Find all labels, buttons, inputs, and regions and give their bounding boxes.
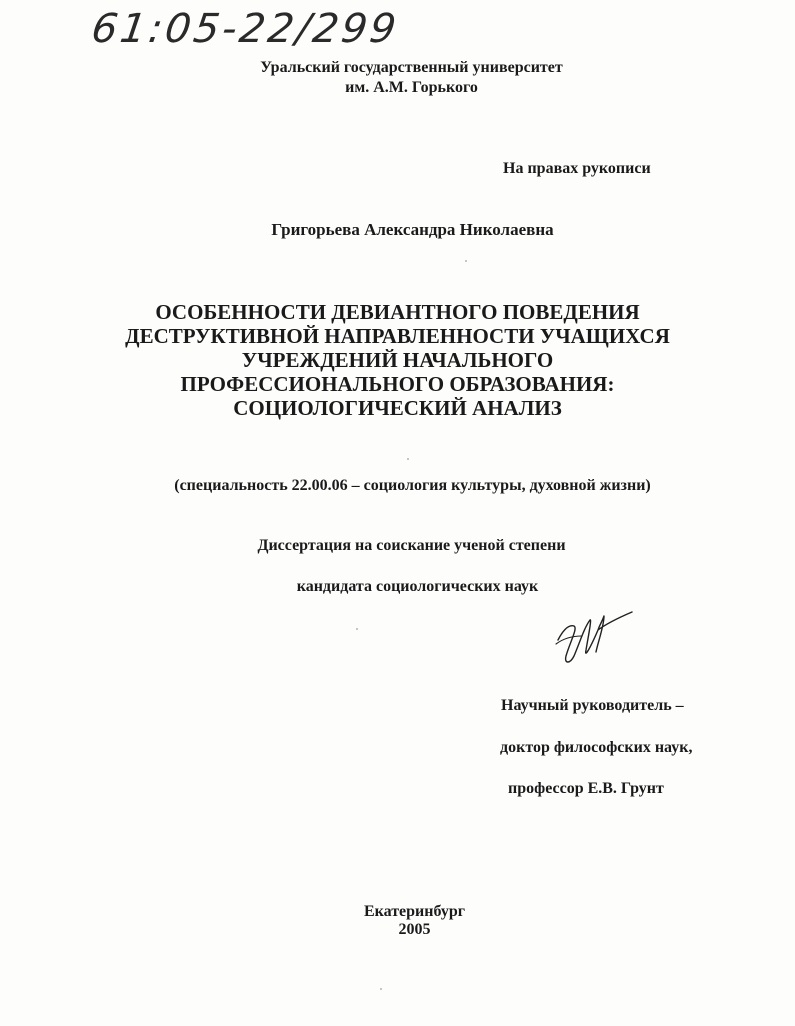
- institution-namesake: им. А.М. Горького: [345, 79, 478, 96]
- handwritten-shelfmark: 61:05-22/299: [88, 6, 402, 52]
- supervisor-degree: доктор философских наук,: [500, 739, 693, 756]
- supervisor-name: профессор Е.В. Грунт: [508, 780, 664, 797]
- city: Екатеринбург: [363, 903, 466, 920]
- degree-line-1: Диссертация на соискание ученой степени: [257, 537, 566, 554]
- year: 2005: [398, 921, 431, 938]
- rights-note: На правах рукописи: [503, 160, 651, 177]
- specialty: (специальность 22.00.06 – социология культуры, духовной жизни): [174, 477, 651, 494]
- thesis-title-line-4: ПРОФЕССИОНАЛЬНОГО ОБРАЗОВАНИЯ:: [180, 372, 615, 396]
- scan-speck: [380, 988, 382, 990]
- degree-line-2: кандидата социологических наук: [296, 578, 539, 595]
- scan-speck: [356, 628, 358, 630]
- thesis-title-line-1: ОСОБЕННОСТИ ДЕВИАНТНОГО ПОВЕДЕНИЯ: [155, 300, 640, 324]
- scan-speck: [407, 458, 409, 460]
- author-name: Григорьева Александра Николаевна: [271, 220, 554, 239]
- institution-name: Уральский государственный университет: [260, 59, 563, 76]
- thesis-title-line-3: УЧРЕЖДЕНИЙ НАЧАЛЬНОГО: [241, 348, 554, 372]
- supervisor-role: Научный руководитель –: [501, 697, 684, 714]
- signature-mark: [548, 602, 638, 672]
- scan-speck: [465, 260, 467, 262]
- thesis-title-line-5: СОЦИОЛОГИЧЕСКИЙ АНАЛИЗ: [233, 396, 562, 420]
- thesis-title-line-2: ДЕСТРУКТИВНОЙ НАПРАВЛЕННОСТИ УЧАЩИХСЯ: [125, 324, 670, 348]
